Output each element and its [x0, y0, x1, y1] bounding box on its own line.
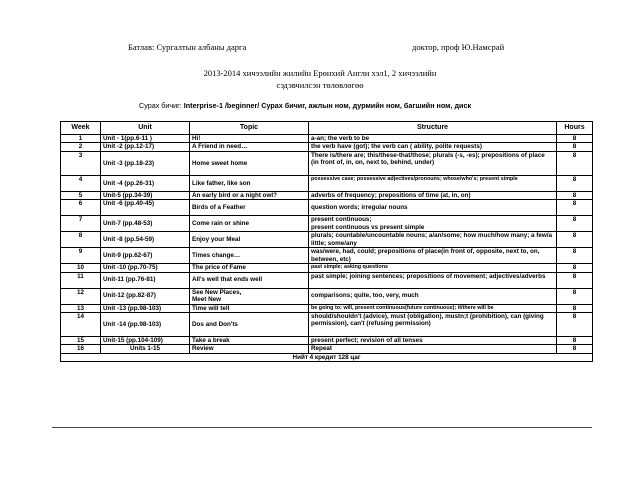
table-row: [61, 337, 593, 345]
approver-label: Батлав: Сургалтын албаны дарга: [128, 42, 247, 52]
textbook-line: [139, 101, 471, 110]
unit-cell: Unit-11 (pp.76-81): [101, 272, 190, 288]
structure-cell: the verb have (got); the verb can ( ability, polite requests): [309, 143, 557, 151]
table-row: [61, 304, 593, 312]
table-row: [61, 272, 593, 288]
table-row: [61, 345, 593, 353]
table-row: [61, 232, 593, 248]
bottom-divider: [52, 427, 592, 428]
total-cell: Нийт 4 кредит 128 цаг: [61, 353, 593, 361]
week-cell: 14: [61, 313, 101, 337]
unit-cell: Unit -13 (pp.98-103): [101, 304, 190, 312]
structure-cell: question words; irregular nouns: [309, 200, 557, 216]
unit-cell: Unit -14 (pp.98-103): [101, 313, 190, 337]
week-cell: 16: [61, 345, 101, 353]
table-row: [61, 151, 593, 175]
plan-subtitle: сэдэвчилсэн төлөвлөгөө: [276, 80, 364, 90]
hours-cell: 8: [557, 337, 593, 345]
hours-cell: 8: [557, 151, 593, 175]
topic-cell: Home sweet home: [190, 151, 309, 175]
structure-cell: possessive case; possessive adjectives/pronouns; whose/who's; present simple: [309, 175, 557, 191]
hours-cell: 8: [557, 175, 593, 191]
structure-cell: be going to; will, present continuous(future continuous); it/there will be: [309, 304, 557, 312]
topic-cell: Come rain or shine: [190, 216, 309, 232]
topic-cell: Review: [190, 345, 309, 353]
week-cell: 7: [61, 216, 101, 232]
unit-cell: Unit-12 (pp.82-87): [101, 288, 190, 304]
table-row: [61, 248, 593, 264]
unit-cell: Units 1-15: [101, 345, 190, 353]
table-row: [61, 216, 593, 232]
syllabus-table: [60, 121, 593, 362]
week-cell: 13: [61, 304, 101, 312]
topic-cell: Take a break: [190, 337, 309, 345]
unit-cell: Unit-9 (pp.62-67): [101, 248, 190, 264]
unit-cell: Unit-15 (pp.104-109): [101, 337, 190, 345]
hours-cell: 8: [557, 232, 593, 248]
week-cell: 15: [61, 337, 101, 345]
week-cell: 4: [61, 175, 101, 191]
week-cell: 1: [61, 135, 101, 143]
table-row: [61, 288, 593, 304]
topic-cell: An early bird or a night owl?: [190, 191, 309, 199]
week-cell: 6: [61, 200, 101, 216]
plan-title: 2013-2014 хичээлийн жилийн Ерөнхий Англи хэл1, 2 хичээлийн: [203, 68, 437, 78]
week-cell: 3: [61, 151, 101, 175]
week-cell: 2: [61, 143, 101, 151]
hours-cell: 8: [557, 135, 593, 143]
topic-cell: All's well that ends well: [190, 272, 309, 288]
topic-cell: Time will tell: [190, 304, 309, 312]
unit-cell: Unit - 1(pp.6-11 ): [101, 135, 190, 143]
topic-cell: Times change…: [190, 248, 309, 264]
week-cell: 12: [61, 288, 101, 304]
hours-cell: 8: [557, 272, 593, 288]
topic-cell: See New Places, Meet New: [190, 288, 309, 304]
hours-cell: 8: [557, 313, 593, 337]
table-row: [61, 135, 593, 143]
hours-cell: 8: [557, 264, 593, 272]
table-row: [61, 143, 593, 151]
topic-cell: Dos and Don'ts: [190, 313, 309, 337]
structure-cell: There is/there are; this/these-that/those; plurals (-s, -es); prepositions of place (in front of, in, on, next to, behind, under): [309, 151, 557, 175]
hours-cell: 8: [557, 345, 593, 353]
header-topic: Topic: [190, 122, 309, 135]
unit-cell: Unit -4 (pp.26-31): [101, 175, 190, 191]
unit-cell: Unit-7 (pp.48-53): [101, 216, 190, 232]
topic-cell: Like father, like son: [190, 175, 309, 191]
header-structure: Structure: [309, 122, 557, 135]
structure-cell: should/shouldn't (advice), must (obligation), mustn;t (prohibition), can (giving permission), can't (refusing permission): [309, 313, 557, 337]
structure-cell: present continuous; present continuous vs present simple: [309, 216, 557, 232]
topic-cell: The price of Fame: [190, 264, 309, 272]
hours-cell: 8: [557, 143, 593, 151]
structure-cell: Repeat: [309, 345, 557, 353]
structure-cell: plurals; countable/uncountable nouns; a/an/some; how much/how many; a few/a little; some/any: [309, 232, 557, 248]
structure-cell: comparisons; quite, too, very, much: [309, 288, 557, 304]
hours-cell: 8: [557, 191, 593, 199]
table-header-row: [61, 122, 593, 135]
topic-cell: Hi!: [190, 135, 309, 143]
table-row: [61, 264, 593, 272]
structure-cell: was/were, had, could; prepositions of place(in front of, opposite, next to, on, between, etc): [309, 248, 557, 264]
structure-cell: present perfect; revision of all tenses: [309, 337, 557, 345]
structure-cell: past simple; asking questions: [309, 264, 557, 272]
topic-cell: Enjoy your Meal: [190, 232, 309, 248]
header-week: Week: [61, 122, 101, 135]
hours-cell: 8: [557, 304, 593, 312]
unit-cell: Unit -6 (pp.40-45): [101, 200, 190, 216]
table-row: [61, 200, 593, 216]
unit-cell: Unit -2 (pp.12-17): [101, 143, 190, 151]
unit-cell: Unit -10 (pp.70-75): [101, 264, 190, 272]
textbook-value: Interprise-1 /beginner/ Сурах бичиг, ажлын ном, дурмийн ном, багшийн ном, диск: [183, 101, 472, 110]
structure-cell: adverbs of frequency; prepositions of time (at, in, on): [309, 191, 557, 199]
table-row: [61, 191, 593, 199]
week-cell: 8: [61, 232, 101, 248]
hours-cell: 8: [557, 248, 593, 264]
approver-name: доктор, проф Ю.Намсрай: [412, 42, 505, 52]
table-row: [61, 175, 593, 191]
week-cell: 5: [61, 191, 101, 199]
hours-cell: 8: [557, 288, 593, 304]
hours-cell: 8: [557, 216, 593, 232]
unit-cell: Unit -3 (pp.18-23): [101, 151, 190, 175]
topic-cell: Birds of a Feather: [190, 200, 309, 216]
header-hours: Hours: [557, 122, 593, 135]
hours-cell: 8: [557, 200, 593, 216]
structure-cell: past simple; joining sentences; prepositions of movement; adjectives/adverbs: [309, 272, 557, 288]
week-cell: 9: [61, 248, 101, 264]
unit-cell: Unit-5 (pp.34-39): [101, 191, 190, 199]
textbook-label: Сурах бичиг:: [139, 101, 184, 110]
header-unit: Unit: [101, 122, 190, 135]
unit-cell: Unit -8 (pp.54-59): [101, 232, 190, 248]
week-cell: 11: [61, 272, 101, 288]
table-row: [61, 313, 593, 337]
week-cell: 10: [61, 264, 101, 272]
topic-cell: A Friend in need…: [190, 143, 309, 151]
total-row: [61, 353, 593, 361]
structure-cell: a-an; the verb to be: [309, 135, 557, 143]
